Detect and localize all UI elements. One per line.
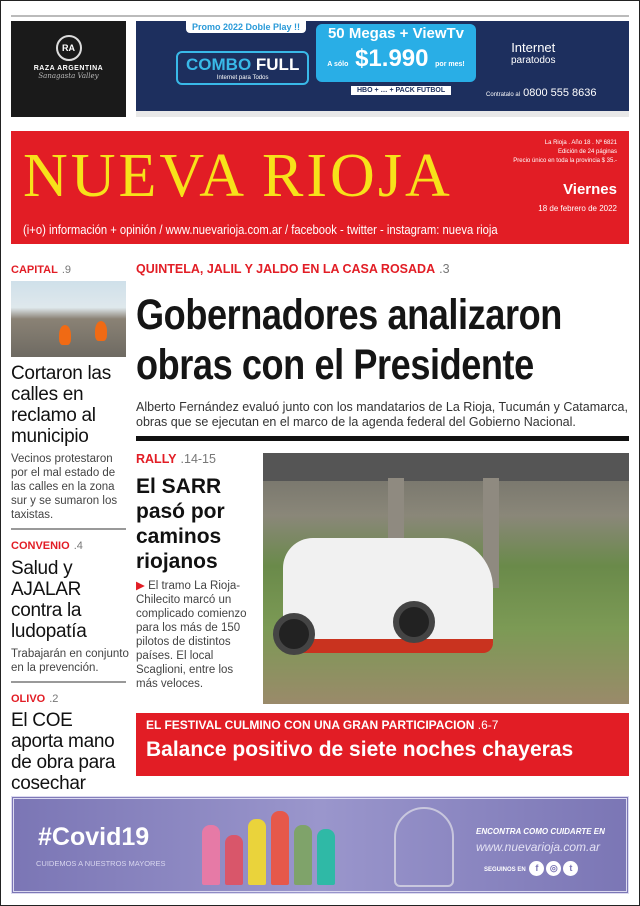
extras-badge: HBO + … + PACK FUTBOL bbox=[351, 86, 451, 95]
left-column bbox=[11, 264, 129, 805]
price-box: 50 Megas + ViewTv A sólo $1.990 por mes! bbox=[316, 24, 476, 82]
story-headline[interactable]: Cortaron las calles en reclamo al municipio bbox=[11, 363, 111, 447]
raza-argentina-ad[interactable] bbox=[11, 21, 126, 117]
protest-photo[interactable] bbox=[11, 281, 126, 357]
instagram-icon[interactable]: ◎ bbox=[546, 861, 561, 876]
main-story bbox=[136, 262, 629, 441]
twitter-icon[interactable]: t bbox=[563, 861, 578, 876]
rally-photo[interactable] bbox=[263, 453, 629, 704]
festival-headline: Balance positivo de siete noches chayeras bbox=[146, 738, 574, 761]
main-dek: Alberto Fernández evaluó junto con los mandatarios de La Rioja, Tucumán y Catamarca, obras que se ejecutan en el marco de la agenda federal del Gobierno Nacional. bbox=[136, 400, 628, 429]
edition-info: La Rioja . Año 18 . Nº 6821 Edición de 24 páginas Precio único en toda la provincia $ 35.- bbox=[513, 140, 617, 164]
divider bbox=[11, 528, 126, 530]
masthead bbox=[11, 131, 629, 244]
raza-name: RAZA ARGENTINA bbox=[33, 65, 104, 72]
covid-ad[interactable] bbox=[11, 796, 629, 894]
wheel bbox=[273, 613, 315, 655]
main-headline[interactable]: Gobernadores analizaron obras con el Presidente bbox=[136, 291, 562, 389]
hygiene-icon bbox=[394, 807, 454, 887]
section-rally[interactable]: RALLY .14-15 bbox=[136, 452, 216, 466]
arrow-icon: ▶ bbox=[136, 580, 145, 592]
festival-box[interactable] bbox=[136, 713, 629, 776]
covid-web[interactable]: www.nuevarioja.com.ar bbox=[476, 840, 601, 854]
covid-sub: CUIDEMOS A NUESTROS MAYORES bbox=[36, 859, 166, 868]
fire bbox=[59, 325, 71, 345]
people-illustration bbox=[202, 811, 335, 885]
story-headline[interactable]: El COE aporta mano de obra para cosechar bbox=[11, 710, 116, 794]
brand-logo: Internet paratodos bbox=[511, 40, 556, 66]
ad-fineprint bbox=[136, 111, 629, 117]
story-headline[interactable]: Salud y AJALAR contra la ludopatía bbox=[11, 558, 87, 642]
main-kicker[interactable]: QUINTELA, JALIL Y JALDO EN LA CASA ROSADA .3 bbox=[136, 262, 450, 276]
story-body: Trabajarán en conjunto en la prevención. bbox=[11, 648, 129, 674]
story-body: Vecinos protestaron por el mal estado de las calles en la zona sur y se sumaron los taxistas. bbox=[11, 453, 118, 521]
combo-full-badge: COMBO FULL Internet para Todos bbox=[176, 51, 309, 85]
fire bbox=[95, 321, 107, 341]
tagline: (i+o) información + opinión / www.nuevarioja.com.ar / facebook - twitter - instagram: nueva rioja bbox=[23, 223, 498, 237]
divider bbox=[11, 681, 126, 683]
section-convenio[interactable]: CONVENIO .4 bbox=[11, 540, 83, 552]
festival-kicker: EL FESTIVAL CULMINO CON UNA GRAN PARTICIPACION .6-7 bbox=[146, 718, 499, 732]
section-olivo[interactable]: OLIVO .2 bbox=[11, 693, 59, 705]
facebook-icon[interactable]: f bbox=[529, 861, 544, 876]
wheel bbox=[393, 601, 435, 643]
covid-title: #Covid19 bbox=[38, 823, 150, 851]
phone: Contratalo al 0800 555 8636 bbox=[486, 87, 597, 99]
rally-story bbox=[136, 452, 258, 691]
bridge bbox=[263, 453, 629, 481]
date-block: Viernes 18 de febrero de 2022 bbox=[538, 181, 617, 213]
section-capital[interactable]: CAPITAL .9 bbox=[11, 264, 72, 276]
follow-us: SEGUINOS EN f ◎ t bbox=[484, 861, 578, 876]
top-rule bbox=[11, 15, 629, 17]
raza-sub: Sanagasta Valley bbox=[38, 72, 99, 80]
raza-logo: RA bbox=[56, 35, 82, 61]
newspaper-title[interactable]: NUEVA RIOJA bbox=[23, 142, 453, 210]
internet-ad[interactable] bbox=[136, 21, 629, 117]
promo-label: Promo 2022 Doble Play !! bbox=[186, 21, 306, 33]
rally-body: ▶ El tramo La Rioja-Chilecito marcó un complicado comienzo para los más de 150 pilotos de distintos países. El local Scaglioni, entre los más veloces. bbox=[136, 580, 247, 690]
rally-headline[interactable]: El SARR pasó por caminos riojanos bbox=[136, 475, 225, 573]
covid-cta: ENCONTRA COMO CUIDARTE EN bbox=[476, 827, 605, 836]
divider bbox=[136, 436, 629, 441]
